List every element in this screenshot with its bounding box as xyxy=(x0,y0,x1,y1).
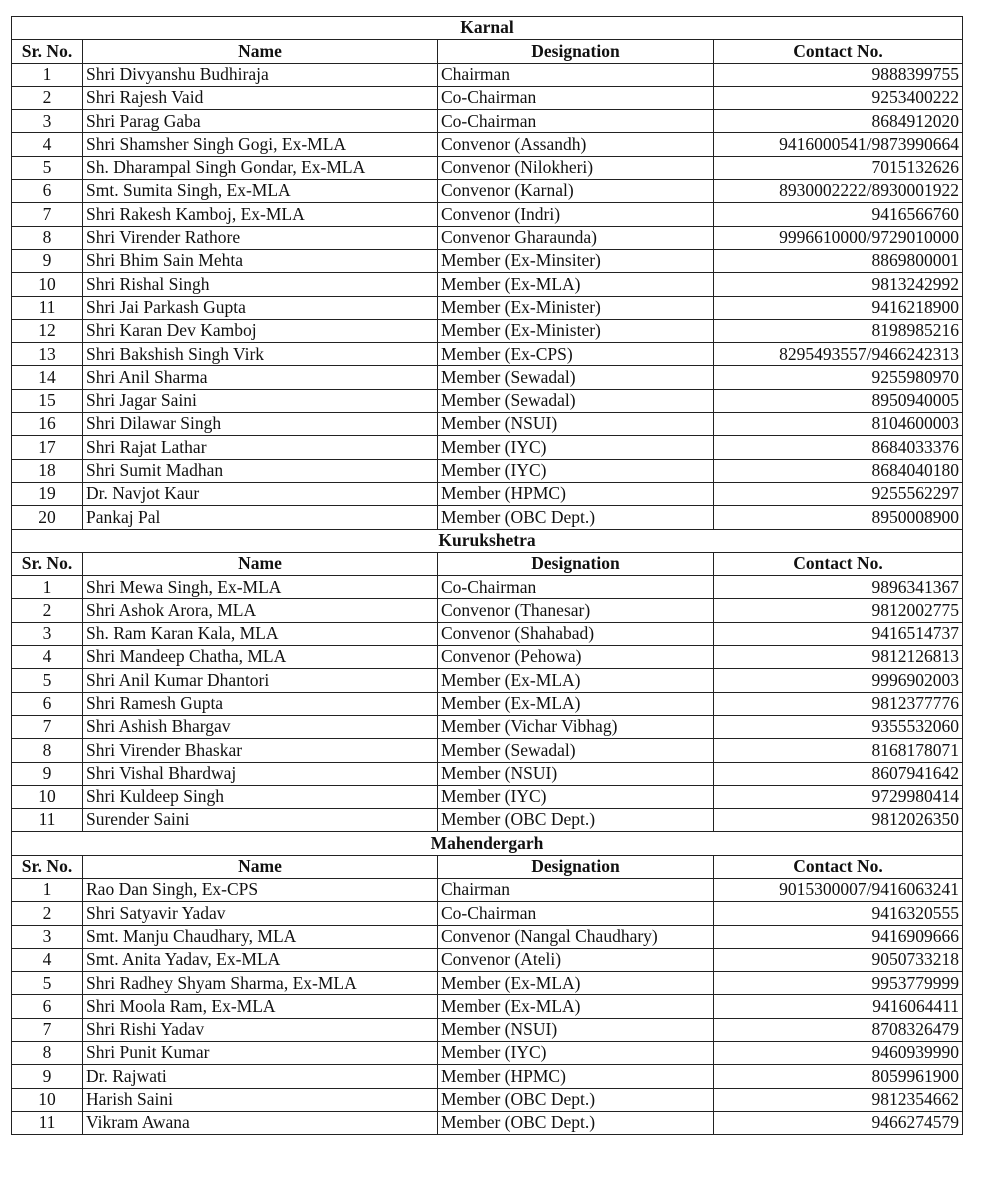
table-row xyxy=(12,995,963,1018)
table-row xyxy=(12,1111,963,1134)
serial-number-cell: 8 xyxy=(12,739,83,762)
table-row xyxy=(12,156,963,179)
name-cell: Pankaj Pal xyxy=(83,506,438,529)
serial-number-cell: 5 xyxy=(12,669,83,692)
name-cell: Dr. Rajwati xyxy=(83,1065,438,1088)
designation-cell: Chairman xyxy=(438,878,714,901)
serial-number-cell: 4 xyxy=(12,133,83,156)
column-header-contact: Contact No. xyxy=(714,552,963,575)
name-cell: Shri Sumit Madhan xyxy=(83,459,438,482)
serial-number-cell: 1 xyxy=(12,63,83,86)
designation-cell: Co-Chairman xyxy=(438,110,714,133)
designation-cell: Member (NSUI) xyxy=(438,1018,714,1041)
table-row xyxy=(12,925,963,948)
name-cell: Shri Rajat Lathar xyxy=(83,436,438,459)
district-committee-table xyxy=(11,16,963,1135)
column-header-row xyxy=(12,552,963,575)
designation-cell: Member (Ex-Minister) xyxy=(438,319,714,342)
contact-number-cell: 9416218900 xyxy=(714,296,963,319)
name-cell: Smt. Manju Chaudhary, MLA xyxy=(83,925,438,948)
contact-number-cell: 9996610000/9729010000 xyxy=(714,226,963,249)
contact-number-cell: 8104600003 xyxy=(714,413,963,436)
name-cell: Shri Moola Ram, Ex-MLA xyxy=(83,995,438,1018)
contact-number-cell: 8950940005 xyxy=(714,389,963,412)
table-row xyxy=(12,809,963,832)
name-cell: Rao Dan Singh, Ex-CPS xyxy=(83,878,438,901)
designation-cell: Convenor (Thanesar) xyxy=(438,599,714,622)
table-row xyxy=(12,576,963,599)
name-cell: Shri Vishal Bhardwaj xyxy=(83,762,438,785)
name-cell: Shri Ramesh Gupta xyxy=(83,692,438,715)
table-row xyxy=(12,622,963,645)
table-row xyxy=(12,133,963,156)
table-row xyxy=(12,599,963,622)
column-header-sr: Sr. No. xyxy=(12,855,83,878)
serial-number-cell: 5 xyxy=(12,156,83,179)
table-row xyxy=(12,343,963,366)
name-cell: Shri Rishal Singh xyxy=(83,273,438,296)
table-row xyxy=(12,948,963,971)
serial-number-cell: 7 xyxy=(12,715,83,738)
column-header-name: Name xyxy=(83,552,438,575)
contact-number-cell: 9253400222 xyxy=(714,86,963,109)
table-row xyxy=(12,692,963,715)
column-header-designation: Designation xyxy=(438,40,714,63)
table-row xyxy=(12,203,963,226)
name-cell: Shri Rishi Yadav xyxy=(83,1018,438,1041)
serial-number-cell: 16 xyxy=(12,413,83,436)
serial-number-cell: 1 xyxy=(12,576,83,599)
name-cell: Shri Jagar Saini xyxy=(83,389,438,412)
table-row xyxy=(12,296,963,319)
serial-number-cell: 5 xyxy=(12,972,83,995)
contact-number-cell: 8295493557/9466242313 xyxy=(714,343,963,366)
contact-number-cell: 9460939990 xyxy=(714,1042,963,1065)
name-cell: Shri Bhim Sain Mehta xyxy=(83,249,438,272)
name-cell: Sh. Dharampal Singh Gondar, Ex-MLA xyxy=(83,156,438,179)
contact-number-cell: 9255562297 xyxy=(714,482,963,505)
contact-number-cell: 9416566760 xyxy=(714,203,963,226)
serial-number-cell: 4 xyxy=(12,646,83,669)
name-cell: Harish Saini xyxy=(83,1088,438,1111)
contact-number-cell: 9812126813 xyxy=(714,646,963,669)
table-row xyxy=(12,389,963,412)
table-body xyxy=(12,17,963,1135)
contact-number-cell: 9996902003 xyxy=(714,669,963,692)
table-row xyxy=(12,86,963,109)
name-cell: Sh. Ram Karan Kala, MLA xyxy=(83,622,438,645)
contact-number-cell: 8684040180 xyxy=(714,459,963,482)
table-row xyxy=(12,226,963,249)
serial-number-cell: 18 xyxy=(12,459,83,482)
contact-number-cell: 8684912020 xyxy=(714,110,963,133)
serial-number-cell: 4 xyxy=(12,948,83,971)
serial-number-cell: 17 xyxy=(12,436,83,459)
section-title-row xyxy=(12,17,963,40)
column-header-name: Name xyxy=(83,855,438,878)
table-row xyxy=(12,482,963,505)
serial-number-cell: 2 xyxy=(12,599,83,622)
table-row xyxy=(12,180,963,203)
table-row xyxy=(12,273,963,296)
designation-cell: Convenor (Ateli) xyxy=(438,948,714,971)
table-row xyxy=(12,1018,963,1041)
table-row xyxy=(12,878,963,901)
contact-number-cell: 8059961900 xyxy=(714,1065,963,1088)
serial-number-cell: 9 xyxy=(12,1065,83,1088)
contact-number-cell: 9896341367 xyxy=(714,576,963,599)
column-header-designation: Designation xyxy=(438,552,714,575)
designation-cell: Member (IYC) xyxy=(438,785,714,808)
designation-cell: Member (HPMC) xyxy=(438,482,714,505)
designation-cell: Convenor (Karnal) xyxy=(438,180,714,203)
designation-cell: Co-Chairman xyxy=(438,902,714,925)
column-header-sr: Sr. No. xyxy=(12,40,83,63)
designation-cell: Chairman xyxy=(438,63,714,86)
serial-number-cell: 12 xyxy=(12,319,83,342)
name-cell: Surender Saini xyxy=(83,809,438,832)
table-row xyxy=(12,436,963,459)
serial-number-cell: 8 xyxy=(12,1042,83,1065)
contact-number-cell: 8684033376 xyxy=(714,436,963,459)
contact-number-cell: 9050733218 xyxy=(714,948,963,971)
table-row xyxy=(12,1088,963,1111)
designation-cell: Member (Sewadal) xyxy=(438,366,714,389)
serial-number-cell: 7 xyxy=(12,1018,83,1041)
serial-number-cell: 19 xyxy=(12,482,83,505)
contact-number-cell: 9729980414 xyxy=(714,785,963,808)
column-header-contact: Contact No. xyxy=(714,40,963,63)
contact-number-cell: 9812377776 xyxy=(714,692,963,715)
designation-cell: Member (IYC) xyxy=(438,459,714,482)
designation-cell: Member (Ex-CPS) xyxy=(438,343,714,366)
contact-number-cell: 9812002775 xyxy=(714,599,963,622)
table-row xyxy=(12,739,963,762)
designation-cell: Member (Sewadal) xyxy=(438,389,714,412)
column-header-sr: Sr. No. xyxy=(12,552,83,575)
serial-number-cell: 2 xyxy=(12,86,83,109)
table-row xyxy=(12,1065,963,1088)
serial-number-cell: 8 xyxy=(12,226,83,249)
table-row xyxy=(12,646,963,669)
name-cell: Shri Virender Rathore xyxy=(83,226,438,249)
serial-number-cell: 20 xyxy=(12,506,83,529)
name-cell: Shri Kuldeep Singh xyxy=(83,785,438,808)
designation-cell: Member (IYC) xyxy=(438,1042,714,1065)
section-title: Kurukshetra xyxy=(12,529,963,552)
name-cell: Shri Satyavir Yadav xyxy=(83,902,438,925)
designation-cell: Member (Ex-MLA) xyxy=(438,669,714,692)
contact-number-cell: 9355532060 xyxy=(714,715,963,738)
contact-number-cell: 7015132626 xyxy=(714,156,963,179)
serial-number-cell: 6 xyxy=(12,995,83,1018)
contact-number-cell: 9953779999 xyxy=(714,972,963,995)
designation-cell: Convenor (Nilokheri) xyxy=(438,156,714,179)
name-cell: Shri Rajesh Vaid xyxy=(83,86,438,109)
serial-number-cell: 15 xyxy=(12,389,83,412)
section-title-row xyxy=(12,529,963,552)
name-cell: Shri Mandeep Chatha, MLA xyxy=(83,646,438,669)
name-cell: Shri Shamsher Singh Gogi, Ex-MLA xyxy=(83,133,438,156)
designation-cell: Member (HPMC) xyxy=(438,1065,714,1088)
serial-number-cell: 3 xyxy=(12,110,83,133)
designation-cell: Co-Chairman xyxy=(438,86,714,109)
designation-cell: Member (Ex-MLA) xyxy=(438,692,714,715)
table-row xyxy=(12,110,963,133)
table-row xyxy=(12,1042,963,1065)
table-row xyxy=(12,413,963,436)
designation-cell: Member (Vichar Vibhag) xyxy=(438,715,714,738)
contact-number-cell: 9416064411 xyxy=(714,995,963,1018)
name-cell: Shri Mewa Singh, Ex-MLA xyxy=(83,576,438,599)
column-header-row xyxy=(12,855,963,878)
table-row xyxy=(12,366,963,389)
serial-number-cell: 10 xyxy=(12,785,83,808)
serial-number-cell: 3 xyxy=(12,925,83,948)
designation-cell: Member (Ex-MLA) xyxy=(438,273,714,296)
designation-cell: Convenor (Nangal Chaudhary) xyxy=(438,925,714,948)
table-row xyxy=(12,506,963,529)
serial-number-cell: 11 xyxy=(12,809,83,832)
name-cell: Shri Punit Kumar xyxy=(83,1042,438,1065)
name-cell: Shri Dilawar Singh xyxy=(83,413,438,436)
table-row xyxy=(12,249,963,272)
contact-number-cell: 9416320555 xyxy=(714,902,963,925)
serial-number-cell: 9 xyxy=(12,249,83,272)
table-row xyxy=(12,319,963,342)
designation-cell: Member (Ex-Minister) xyxy=(438,296,714,319)
name-cell: Shri Karan Dev Kamboj xyxy=(83,319,438,342)
name-cell: Shri Virender Bhaskar xyxy=(83,739,438,762)
name-cell: Shri Radhey Shyam Sharma, Ex-MLA xyxy=(83,972,438,995)
designation-cell: Member (OBC Dept.) xyxy=(438,809,714,832)
serial-number-cell: 1 xyxy=(12,878,83,901)
serial-number-cell: 3 xyxy=(12,622,83,645)
designation-cell: Member (Ex-MLA) xyxy=(438,995,714,1018)
contact-number-cell: 9812354662 xyxy=(714,1088,963,1111)
name-cell: Smt. Anita Yadav, Ex-MLA xyxy=(83,948,438,971)
column-header-designation: Designation xyxy=(438,855,714,878)
contact-number-cell: 9466274579 xyxy=(714,1111,963,1134)
name-cell: Dr. Navjot Kaur xyxy=(83,482,438,505)
designation-cell: Member (NSUI) xyxy=(438,762,714,785)
designation-cell: Convenor (Assandh) xyxy=(438,133,714,156)
serial-number-cell: 11 xyxy=(12,1111,83,1134)
designation-cell: Convenor (Pehowa) xyxy=(438,646,714,669)
column-header-contact: Contact No. xyxy=(714,855,963,878)
designation-cell: Member (IYC) xyxy=(438,436,714,459)
name-cell: Shri Jai Parkash Gupta xyxy=(83,296,438,319)
contact-number-cell: 8950008900 xyxy=(714,506,963,529)
serial-number-cell: 9 xyxy=(12,762,83,785)
serial-number-cell: 14 xyxy=(12,366,83,389)
serial-number-cell: 11 xyxy=(12,296,83,319)
designation-cell: Convenor Gharaunda) xyxy=(438,226,714,249)
table-row xyxy=(12,972,963,995)
designation-cell: Convenor (Shahabad) xyxy=(438,622,714,645)
serial-number-cell: 7 xyxy=(12,203,83,226)
serial-number-cell: 13 xyxy=(12,343,83,366)
contact-number-cell: 9416514737 xyxy=(714,622,963,645)
name-cell: Shri Rakesh Kamboj, Ex-MLA xyxy=(83,203,438,226)
designation-cell: Member (Sewadal) xyxy=(438,739,714,762)
name-cell: Shri Bakshish Singh Virk xyxy=(83,343,438,366)
contact-number-cell: 8930002222/8930001922 xyxy=(714,180,963,203)
serial-number-cell: 6 xyxy=(12,180,83,203)
name-cell: Shri Ashok Arora, MLA xyxy=(83,599,438,622)
name-cell: Vikram Awana xyxy=(83,1111,438,1134)
name-cell: Smt. Sumita Singh, Ex-MLA xyxy=(83,180,438,203)
section-title-row xyxy=(12,832,963,855)
contact-number-cell: 9015300007/9416063241 xyxy=(714,878,963,901)
contact-number-cell: 8168178071 xyxy=(714,739,963,762)
section-title: Mahendergarh xyxy=(12,832,963,855)
serial-number-cell: 10 xyxy=(12,1088,83,1111)
table-row xyxy=(12,459,963,482)
designation-cell: Convenor (Indri) xyxy=(438,203,714,226)
table-row xyxy=(12,715,963,738)
table-row xyxy=(12,63,963,86)
contact-number-cell: 9416000541/9873990664 xyxy=(714,133,963,156)
name-cell: Shri Anil Kumar Dhantori xyxy=(83,669,438,692)
designation-cell: Member (NSUI) xyxy=(438,413,714,436)
designation-cell: Member (Ex-MLA) xyxy=(438,972,714,995)
section-title: Karnal xyxy=(12,17,963,40)
table-row xyxy=(12,902,963,925)
name-cell: Shri Divyanshu Budhiraja xyxy=(83,63,438,86)
table-row xyxy=(12,762,963,785)
serial-number-cell: 6 xyxy=(12,692,83,715)
serial-number-cell: 2 xyxy=(12,902,83,925)
table-row xyxy=(12,669,963,692)
designation-cell: Member (OBC Dept.) xyxy=(438,1111,714,1134)
designation-cell: Co-Chairman xyxy=(438,576,714,599)
name-cell: Shri Ashish Bhargav xyxy=(83,715,438,738)
contact-number-cell: 8607941642 xyxy=(714,762,963,785)
contact-number-cell: 9812026350 xyxy=(714,809,963,832)
column-header-row xyxy=(12,40,963,63)
column-header-name: Name xyxy=(83,40,438,63)
contact-number-cell: 8869800001 xyxy=(714,249,963,272)
name-cell: Shri Parag Gaba xyxy=(83,110,438,133)
name-cell: Shri Anil Sharma xyxy=(83,366,438,389)
designation-cell: Member (Ex-Minsiter) xyxy=(438,249,714,272)
table-row xyxy=(12,785,963,808)
contact-number-cell: 9416909666 xyxy=(714,925,963,948)
contact-number-cell: 9813242992 xyxy=(714,273,963,296)
contact-number-cell: 9255980970 xyxy=(714,366,963,389)
contact-number-cell: 8708326479 xyxy=(714,1018,963,1041)
designation-cell: Member (OBC Dept.) xyxy=(438,1088,714,1111)
serial-number-cell: 10 xyxy=(12,273,83,296)
contact-number-cell: 8198985216 xyxy=(714,319,963,342)
designation-cell: Member (OBC Dept.) xyxy=(438,506,714,529)
contact-number-cell: 9888399755 xyxy=(714,63,963,86)
